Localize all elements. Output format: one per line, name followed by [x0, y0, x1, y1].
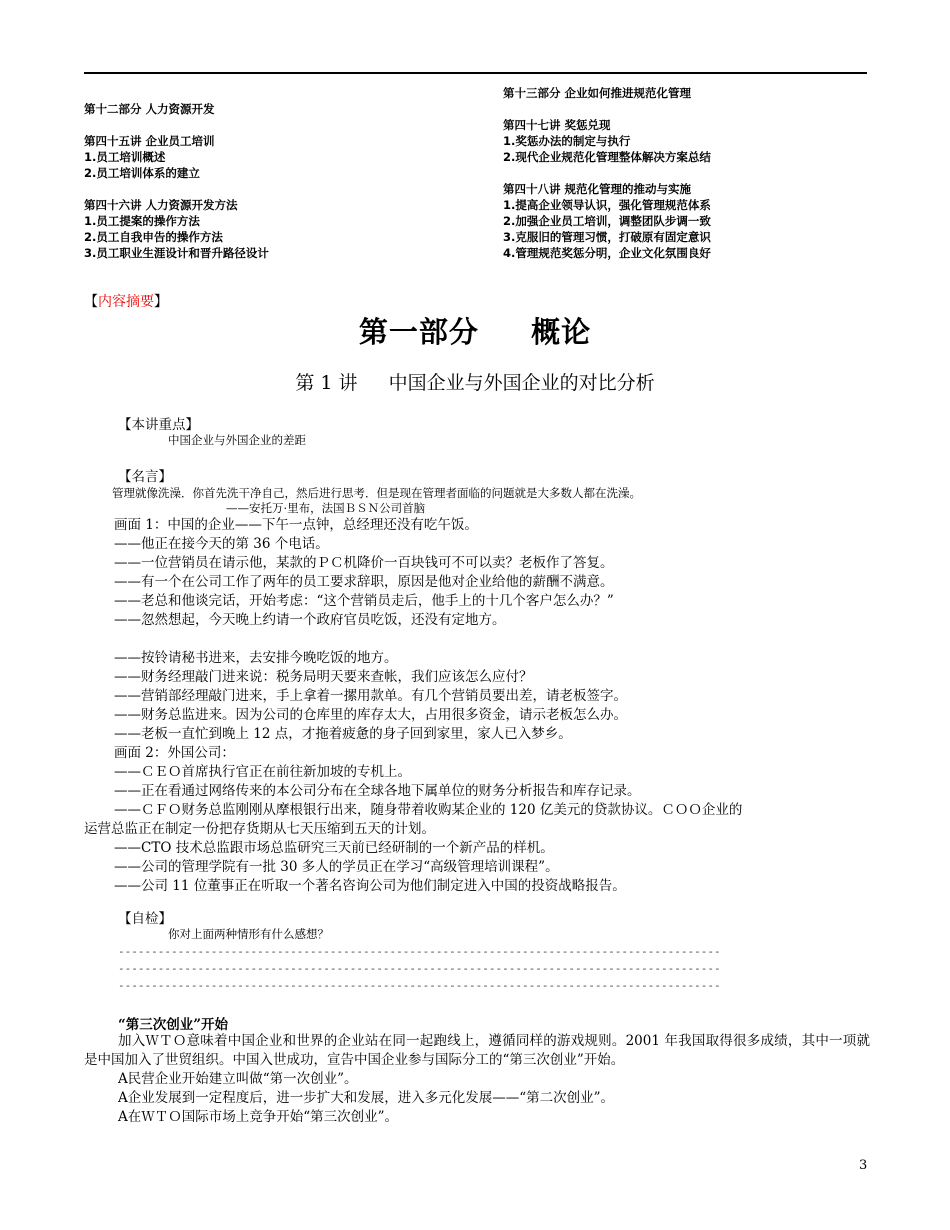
entrepreneurship-section	[84, 1032, 870, 1127]
bullet-text: 在ＷＴＯ国际市场上竞争开始“第三次创业”。	[127, 1109, 399, 1125]
toc-line: 2.加强企业员工培训，调整团队步调一致	[503, 214, 711, 228]
toc-line: 第四十七讲 奖惩兑现	[503, 118, 611, 132]
content-summary-tag	[84, 291, 168, 311]
bullet-mark: A	[118, 1090, 128, 1106]
toc-spacer	[84, 181, 464, 197]
scene-line: ——营销部经理敲门进来，手上拿着一摞用款单。有几个营销员要出差，请老板签字。	[114, 688, 627, 704]
entrepreneurship-heading: “第三次创业”开始	[118, 1017, 229, 1033]
toc-line: 第四十五讲 企业员工培训	[84, 134, 215, 148]
toc-right-column	[503, 85, 863, 261]
entrepreneurship-bullet	[84, 1089, 870, 1108]
scene-line: ——ＣＦＯ财务总监刚刚从摩根银行出来，随身带着收购某企业的 120 亿美元的贷款协议。ＣＯＯ企业的	[114, 802, 743, 818]
key-point-text: 中国企业与外国企业的差距	[168, 433, 306, 447]
bullet-mark: A	[118, 1109, 128, 1125]
answer-line: -------------------------------------------------------------------------------------------	[118, 945, 721, 958]
scene-line: ——老总和他谈完话，开始考虑：“这个营销员走后，他手上的十几个客户怎么办？”	[114, 593, 614, 609]
scene-spacer	[84, 630, 874, 649]
toc-line: 3.克服旧的管理习惯，打破原有固定意识	[503, 230, 711, 244]
quote-author: ——安托万·里布，法国ＢＳＮ公司首脑	[226, 501, 426, 515]
lecture-title: 第 1 讲 中国企业与外国企业的对比分析	[295, 372, 655, 394]
scene-line: ——有一个在公司工作了两年的员工要求辞职，原因是他对企业给他的薪酬不满意。	[114, 574, 614, 590]
quote-text: 管理就像洗澡．你首先洗干净自己，然后进行思考．但是现在管理者面临的问题就是大多数人都在洗澡。	[112, 486, 641, 500]
toc-line: 第十二部分 人力资源开发	[84, 102, 215, 116]
toc-line: 3.员工职业生涯设计和晋升路径设计	[84, 246, 269, 260]
scene-line: ——按铃请秘书进来，去安排今晚吃饭的地方。	[114, 650, 398, 666]
scene-line: 运营总监正在制定一份把存货期从七天压缩到五天的计划。	[84, 821, 435, 837]
self-check-question: 你对上面两种情形有什么感想？	[168, 927, 329, 941]
scene-line: ——他正在接今天的第 36 个电话。	[114, 536, 329, 552]
quote-heading: 【名言】	[118, 469, 172, 485]
entrepreneurship-paragraph: 加入ＷＴＯ意味着中国企业和世界的企业站在同一起跑线上，遵循同样的游戏规则。2001 年我国取得很多成绩，其中一项就是中国加入了世贸组织。中国入世成功，宣告中国企业参与国际分工的“第三次创业”开始。	[84, 1033, 870, 1068]
toc-line: 第四十八讲 规范化管理的推动与实施	[503, 182, 692, 196]
self-check-heading: 【自检】	[118, 911, 172, 927]
bullet-text: 企业发展到一定程度后，进一步扩大和发展，进入多元化发展——“第二次创业”。	[127, 1090, 615, 1106]
summary-label: 内容摘要	[98, 294, 154, 310]
summary-close-bracket: 】	[154, 294, 168, 310]
summary-open-bracket: 【	[84, 294, 98, 310]
scene-line: 画面 2：外国公司：	[114, 745, 235, 761]
entrepreneurship-bullet	[84, 1108, 870, 1127]
answer-line: -------------------------------------------------------------------------------------------	[118, 962, 721, 975]
scene-line: ——财务总监进来。因为公司的仓库里的库存太大，占用很多资金，请示老板怎么办。	[114, 707, 627, 723]
toc-left-column	[84, 101, 464, 261]
scene-line: ——忽然想起，今天晚上约请一个政府官员吃饭，还没有定地方。	[114, 612, 506, 628]
scene-comparison	[84, 516, 874, 896]
scene-line: ——CTO 技术总监跟市场总监研究三天前已经研制的一个新产品的样机。	[114, 840, 554, 856]
toc-line: 1.奖惩办法的制定与执行	[503, 134, 631, 148]
toc-line: 4.管理规范奖惩分明，企业文化氛围良好	[503, 246, 711, 260]
toc-line: 1.员工提案的操作方法	[84, 214, 200, 228]
page-number: 3	[859, 1158, 868, 1173]
toc-line: 1.员工培训概述	[84, 150, 166, 164]
key-point-heading: 【本讲重点】	[118, 417, 199, 433]
scene-line: ——ＣＥＯ首席执行官正在前往新加坡的专机上。	[114, 764, 411, 780]
scene-line: 画面 1：中国的企业——下午一点钟，总经理还没有吃午饭。	[114, 517, 478, 533]
toc-line: 2.员工自我申告的操作方法	[84, 230, 223, 244]
bullet-text: 民营企业开始建立叫做“第一次创业”。	[127, 1071, 358, 1087]
bullet-mark: A	[118, 1071, 128, 1087]
scene-line: ——正在看通过网络传来的本公司分布在全球各地下属单位的财务分析报告和库存记录。	[114, 783, 641, 799]
entrepreneurship-bullet	[84, 1070, 870, 1089]
toc-line: 1.提高企业领导认识，强化管理规范体系	[503, 198, 711, 212]
answer-line: -------------------------------------------------------------------------------------------	[118, 979, 721, 992]
toc-line: 2.现代企业规范化管理整体解决方案总结	[503, 150, 711, 164]
scene-line: ——公司 11 位董事正在听取一个著名咨询公司为他们制定进入中国的投资战略报告。	[114, 878, 626, 894]
toc-line: 2.员工培训体系的建立	[84, 166, 200, 180]
scene-line: ——公司的管理学院有一批 30 多人的学员正在学习“高级管理培训课程”。	[114, 859, 559, 875]
scene-line: ——老板一直忙到晚上 12 点，才拖着疲惫的身子回到家里，家人已入梦乡。	[114, 726, 572, 742]
toc-spacer	[503, 165, 863, 181]
scene-line: ——一位营销员在请示他，某款的ＰＣ机降价一百块钱可不可以卖？老板作了答复。	[114, 555, 614, 571]
header-rule	[84, 72, 867, 74]
toc-spacer	[84, 117, 464, 133]
part-title: 第一部分 概论	[358, 315, 592, 349]
toc-line: 第四十六讲 人力资源开发方法	[84, 198, 238, 212]
toc-spacer	[503, 101, 863, 117]
toc-line: 第十三部分 企业如何推进规范化管理	[503, 86, 692, 100]
scene-line: ——财务经理敲门进来说：税务局明天要来查帐，我们应该怎么应付？	[114, 669, 533, 685]
